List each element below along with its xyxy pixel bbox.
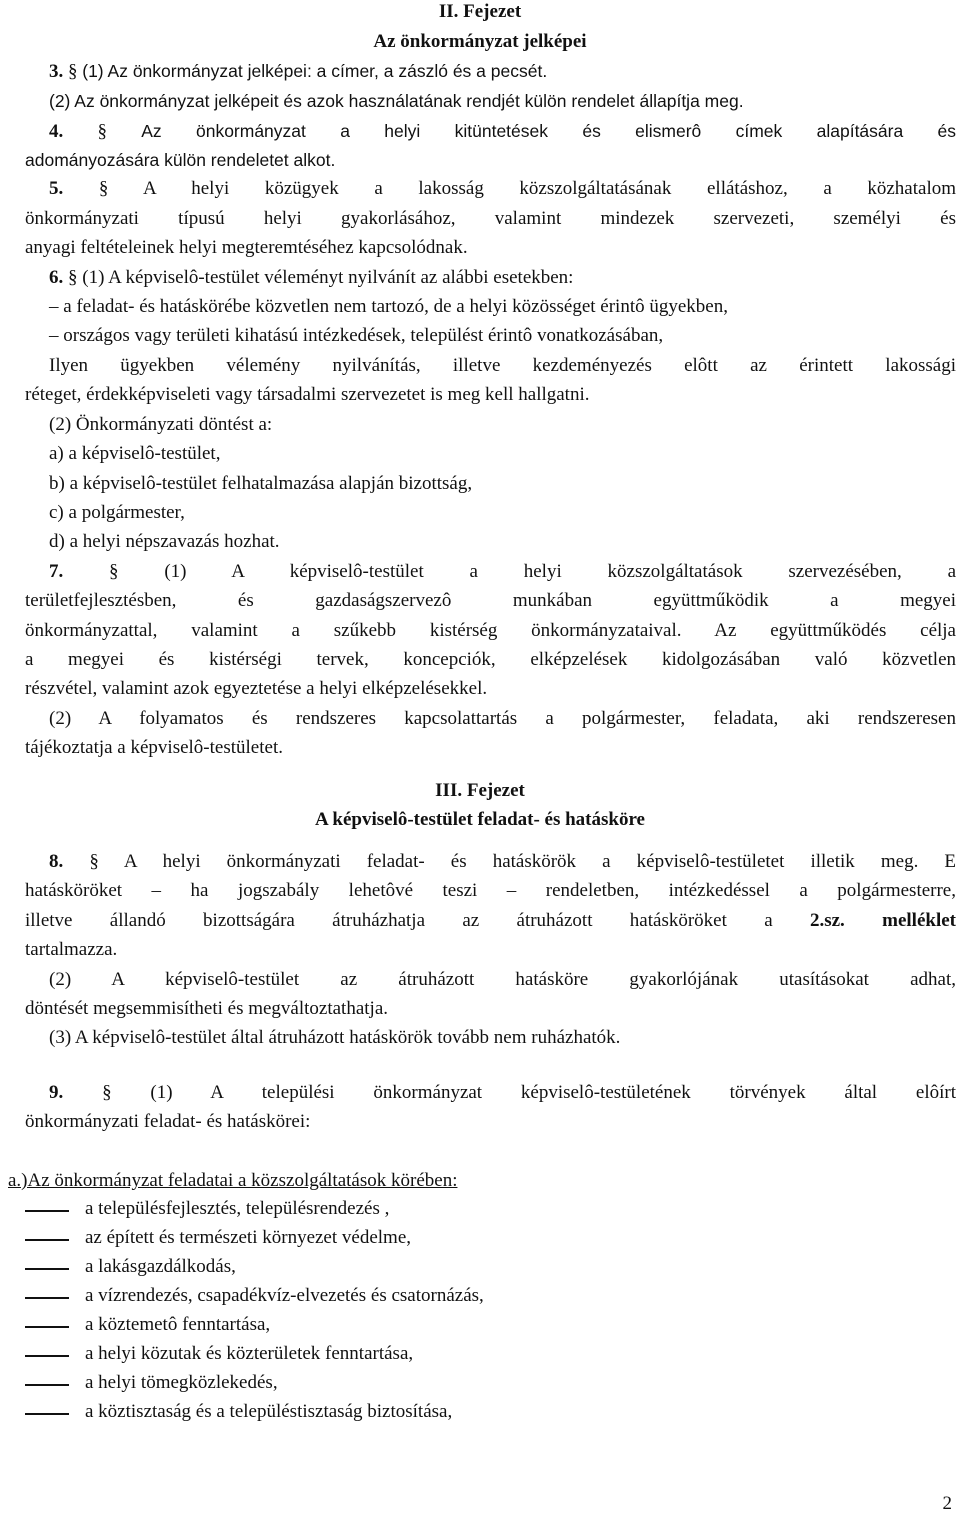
section-6-line-2: Ilyen ügyekben vélemény nyilvánítás, illetve kezdeményezés elôtt az érintett lakossági xyxy=(49,355,956,376)
section-5-line-3: anyagi feltételeinek helyi megteremtéséhez kapcsolódnak. xyxy=(25,237,468,258)
dash-bullet xyxy=(25,1355,69,1357)
section-7-line-1: 7. § (1) A képviselô-testület a helyi közszolgáltatások szervezésében, a xyxy=(49,561,957,582)
section-7-line-4: a megyei és kistérségi tervek, koncepciók, elképzelések kidolgozásában való közvetlen xyxy=(25,649,956,670)
list-a-item-2: az épített és természeti környezet védelme, xyxy=(85,1227,412,1248)
section-7-line-7: tájékoztatja a képviselô-testületet. xyxy=(25,737,283,758)
section-4-line-1: 4. § Az önkormányzat a helyi kitüntetések és elismerô címek alapítására és xyxy=(49,121,957,142)
section-7-line-6: (2) A folyamatos és rendszeres kapcsolattartás a polgármester, feladata, aki rendszeresen xyxy=(49,708,956,729)
list-a-heading: a.)Az önkormányzat feladatai a közszolgáltatások körében: xyxy=(8,1170,458,1191)
section-9-line-2: önkormányzati feladat- és hatáskörei: xyxy=(25,1111,311,1132)
list-a-item-8: a köztisztaság és a településtisztaság biztosítása, xyxy=(85,1401,453,1422)
list-a-item-1: a településfejlesztés, településrendezés , xyxy=(85,1198,390,1219)
section-6-line-4: (2) Önkormányzati döntést a: xyxy=(49,414,273,435)
dash-bullet xyxy=(25,1326,69,1328)
list-a-item-4: a vízrendezés, csapadékvíz-elvezetés és csatornázás, xyxy=(85,1285,484,1306)
list-a-item-5: a köztemetô fenntartása, xyxy=(85,1314,271,1335)
section-6-item-1: – a feladat- és hatáskörébe közvetlen nem tartozó, de a helyi közösséget érintô ügyekben, xyxy=(49,296,728,317)
section-3-line-2: (2) Az önkormányzat jelképeit és azok használatának rendjét külön rendelet állapítja meg. xyxy=(49,91,744,111)
chapter-2-number: II. Fejezet xyxy=(438,1,522,22)
chapter-2-title: Az önkormányzat jelképei xyxy=(373,31,587,52)
section-6-line-3: réteget, érdekképviseleti vagy társadalmi szervezetet is meg kell hallgatni. xyxy=(25,384,590,405)
section-8-line-4: tartalmazza. xyxy=(25,939,118,960)
dash-bullet xyxy=(25,1384,69,1386)
section-4-line-2: adományozására külön rendeletet alkot. xyxy=(25,150,336,170)
section-3-line-1: 3. § (1) Az önkormányzat jelképei: a címer, a zászló és a pecsét. xyxy=(49,61,548,82)
list-a-item-7: a helyi tömegközlekedés, xyxy=(85,1372,278,1393)
section-8-line-5: (2) A képviselô-testület az átruházott hatásköre gyakorlójának utasításokat adhat, xyxy=(49,969,956,990)
section-6-point-b: b) a képviselô-testület felhatalmazása alapján bizottság, xyxy=(49,473,473,494)
section-8-line-1: 8. § A helyi önkormányzati feladat- és hatáskörök a képviselô-testületet illetik meg. E xyxy=(49,851,956,872)
section-9-line-1: 9. § (1) A települési önkormányzat képviselô-testületének törvények által elôírt xyxy=(49,1082,956,1103)
section-7-line-3: önkormányzattal, valamint a szűkebb kistérség önkormányzataival. Az együttműködés célja xyxy=(25,620,956,641)
list-a-item-6: a helyi közutak és közterületek fenntartása, xyxy=(85,1343,414,1364)
list-a-item-3: a lakásgazdálkodás, xyxy=(85,1256,236,1277)
section-7-line-2: területfejlesztésben, és gazdaságszervezô munkában együttműködik a megyei xyxy=(25,590,956,611)
section-5-line-1: 5. § A helyi közügyek a lakosság közszolgáltatásának ellátáshoz, a közhatalom xyxy=(49,178,957,199)
section-6-item-2: – országos vagy területi kihatású intézkedések, települést érintô vonatkozásában, xyxy=(49,325,664,346)
dash-bullet xyxy=(25,1210,69,1212)
section-8-line-6: döntését megsemmisítheti és megváltoztathatja. xyxy=(25,998,389,1019)
dash-bullet xyxy=(25,1268,69,1270)
section-8-line-2: hatásköröket – ha jogszabály lehetôvé teszi – rendeletben, intézkedéssel a polgármesterre, xyxy=(25,880,956,901)
chapter-3-title: A képviselô-testület feladat- és hatásköre xyxy=(314,809,645,830)
section-7-line-5: részvétel, valamint azok egyeztetése a helyi elképzelésekkel. xyxy=(25,678,488,699)
section-6-point-a: a) a képviselô-testület, xyxy=(49,443,221,464)
section-6-point-d: d) a helyi népszavazás hozhat. xyxy=(49,531,280,552)
section-8-line-3: illetve állandó bizottságára átruházhatja az átruházott hatásköröket a 2.sz. melléklet xyxy=(25,910,956,931)
page-number: 2 xyxy=(942,1493,952,1514)
dash-bullet xyxy=(25,1297,69,1299)
section-6-point-c: c) a polgármester, xyxy=(49,502,185,523)
section-6-line-1: 6. § (1) A képviselô-testület véleményt nyilvánít az alábbi esetekben: xyxy=(49,267,574,288)
dash-bullet xyxy=(25,1413,69,1415)
section-5-line-2: önkormányzati típusú helyi gyakorlásához, valamint mindezek szervezeti, személyi és xyxy=(25,208,956,229)
section-8-line-7: (3) A képviselô-testület által átruházott hatáskörök tovább nem ruházhatók. xyxy=(49,1027,621,1048)
dash-bullet xyxy=(25,1239,69,1241)
chapter-3-number: III. Fejezet xyxy=(435,780,525,801)
